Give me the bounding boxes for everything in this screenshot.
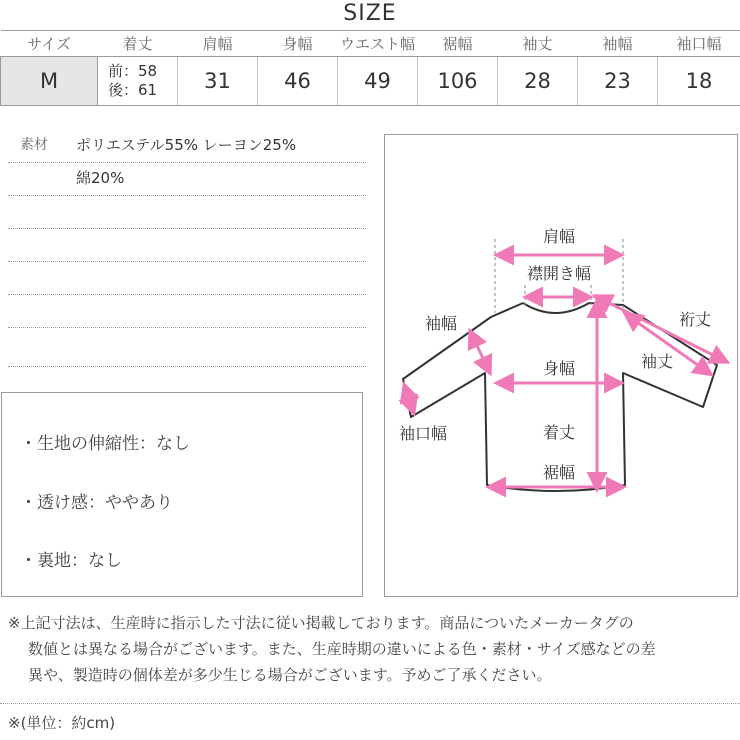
header-shoulder: 肩幅 bbox=[178, 31, 258, 57]
label-neck-width: 襟開き幅 bbox=[526, 264, 592, 283]
cell-body-width: 46 bbox=[258, 57, 338, 106]
label-yuki: 裄丈 bbox=[678, 310, 712, 329]
cell-hem-width: 106 bbox=[418, 57, 498, 106]
cell-sleeve-length: 28 bbox=[498, 57, 578, 106]
note-line-3: 異や、製造時の個体差が多少生じる場合がございます。予めご了承ください。 bbox=[28, 666, 552, 684]
size-table bbox=[0, 30, 740, 106]
header-size: サイズ bbox=[1, 31, 98, 57]
feature-sheerness: ・透け感：ややあり bbox=[20, 493, 173, 513]
divider bbox=[0, 703, 740, 704]
unit-note: ※(単位：約cm) bbox=[8, 714, 116, 732]
table-row bbox=[1, 57, 740, 106]
material-line-1: ポリエステル55% レーヨン25% bbox=[76, 136, 297, 154]
notes bbox=[8, 610, 733, 688]
size-title: SIZE bbox=[343, 1, 397, 26]
header-hem-width: 裾幅 bbox=[418, 31, 498, 57]
material-row-empty bbox=[8, 196, 366, 229]
label-sleeve-length: 袖丈 bbox=[640, 352, 674, 371]
size-table-header bbox=[1, 31, 740, 57]
header-sleeve-width: 袖幅 bbox=[578, 31, 658, 57]
header-length: 着丈 bbox=[98, 31, 178, 57]
material-row-empty bbox=[8, 229, 366, 262]
cell-cuff-width: 18 bbox=[658, 57, 740, 106]
fabric-features-box bbox=[1, 392, 363, 597]
material-row bbox=[8, 163, 366, 196]
length-front: 前：58 bbox=[108, 62, 158, 80]
header-waist: ウエスト幅 bbox=[338, 31, 418, 57]
cell-size: M bbox=[1, 57, 98, 106]
material-line-2: 綿20% bbox=[76, 169, 125, 187]
measurement-diagram bbox=[384, 134, 738, 597]
header-cuff-width: 袖口幅 bbox=[658, 31, 740, 57]
cell-waist: 49 bbox=[338, 57, 418, 106]
material-section bbox=[8, 130, 366, 367]
cell-shoulder: 31 bbox=[178, 57, 258, 106]
label-hem-width: 裾幅 bbox=[542, 463, 576, 482]
note-line-2: 数値とは異なる場合がございます。また、生産時期の違いによる色・素材・サイズ感などの差 bbox=[28, 640, 656, 658]
length-back: 後：61 bbox=[108, 81, 158, 99]
material-row-empty bbox=[8, 295, 366, 328]
material-row-empty bbox=[8, 328, 366, 367]
header-sleeve-length: 袖丈 bbox=[498, 31, 578, 57]
cell-length bbox=[98, 57, 178, 106]
note-line-1: ※上記寸法は、生産時に指示した寸法に従い掲載しております。商品についたメーカータグの bbox=[8, 614, 634, 632]
label-shoulder: 肩幅 bbox=[542, 227, 576, 246]
garment-diagram-svg bbox=[385, 135, 739, 598]
label-body-width: 身幅 bbox=[542, 359, 576, 378]
material-row bbox=[8, 130, 366, 163]
label-cuff-width: 袖口幅 bbox=[398, 424, 448, 443]
header-body-width: 身幅 bbox=[258, 31, 338, 57]
label-length: 着丈 bbox=[542, 423, 576, 442]
material-label: 素材 bbox=[20, 137, 48, 153]
feature-stretch: ・生地の伸縮性：なし bbox=[20, 434, 190, 454]
label-sleeve-width: 袖幅 bbox=[424, 314, 458, 333]
cell-sleeve-width: 23 bbox=[578, 57, 658, 106]
material-row-empty bbox=[8, 262, 366, 295]
feature-lining: ・裏地：なし bbox=[20, 551, 122, 571]
